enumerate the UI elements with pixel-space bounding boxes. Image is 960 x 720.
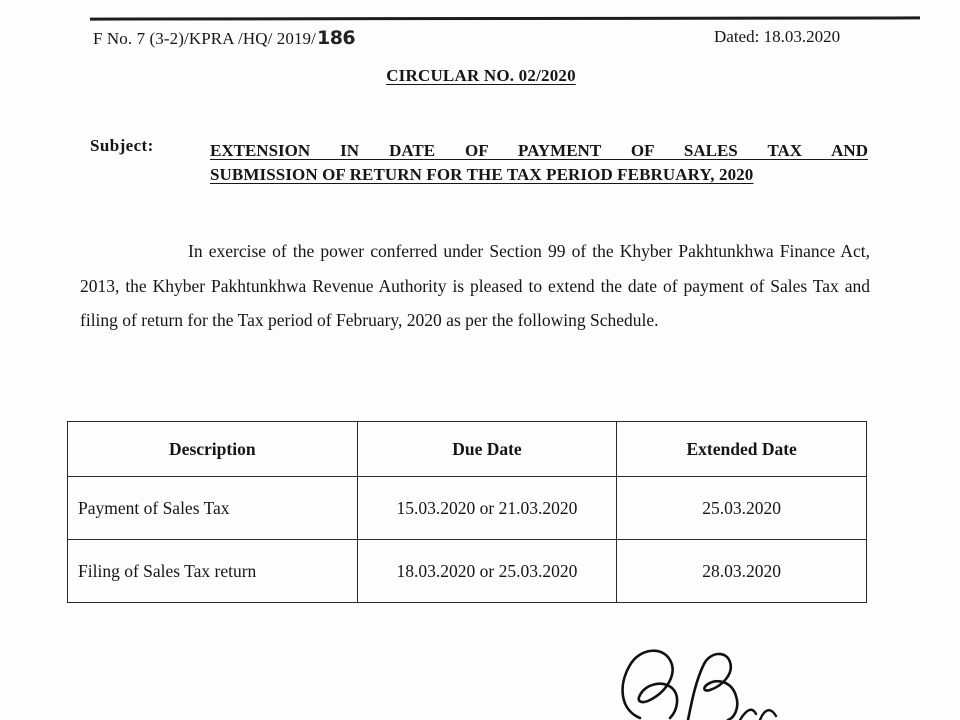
header-description: Description [68,422,358,477]
file-number [93,27,355,49]
file-number-text: F No. 7 (3-2)/KPRA /HQ/ 2019/ [93,29,316,48]
subject-text [210,139,868,187]
file-number-handwritten: 186 [316,27,356,49]
subject-line-1: EXTENSION IN DATE OF PAYMENT OF SALES TAX AND [210,141,868,160]
table-header-row [68,422,867,477]
cell-due-date: 15.03.2020 or 21.03.2020 [357,477,617,540]
cell-due-date: 18.03.2020 or 25.03.2020 [357,540,617,603]
schedule-table [67,421,867,603]
circular-title-row [0,66,960,86]
table-row [68,477,867,540]
cell-description: Payment of Sales Tax [68,477,358,540]
subject-line-2: SUBMISSION OF RETURN FOR THE TAX PERIOD FEBRUARY, 2020 [210,165,754,184]
cell-extended-date: 25.03.2020 [617,477,867,540]
cell-extended-date: 28.03.2020 [617,540,867,603]
subject-label: Subject: [90,136,154,155]
signature-image [600,640,800,720]
header-rule [90,16,920,20]
table-row [68,540,867,603]
cell-description: Filing of Sales Tax return [68,540,358,603]
body-paragraph: In exercise of the power conferred under Section 99 of the Khyber Pakhtunkhwa Finance Act, 2013, the Khyber Pakhtunkhwa Revenue Authority is pleased to extend the date of payment of Sales Tax and filing of return for the Tax period of February, 2020 as per the following Schedule. [80,241,870,330]
circular-title: CIRCULAR NO. 02/2020 [386,66,576,85]
header-due-date: Due Date [357,422,617,477]
date-line: Dated: 18.03.2020 [714,27,841,46]
header-extended-date: Extended Date [617,422,867,477]
